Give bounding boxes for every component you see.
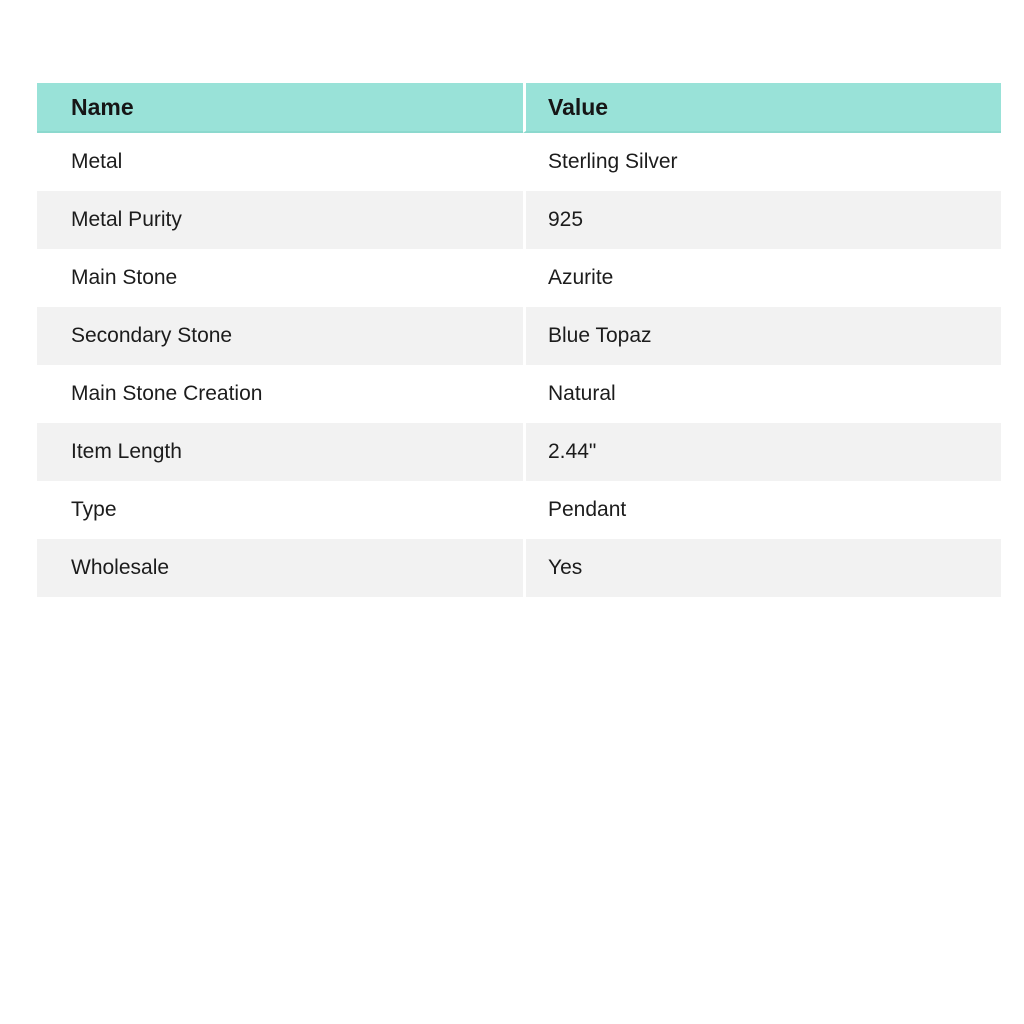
cell-name: Metal bbox=[37, 133, 523, 191]
cell-value: Azurite bbox=[523, 249, 1001, 307]
cell-value: Pendant bbox=[523, 481, 1001, 539]
cell-name: Metal Purity bbox=[37, 191, 523, 249]
table-row bbox=[37, 539, 1001, 597]
table-row bbox=[37, 481, 1001, 539]
cell-value: 925 bbox=[523, 191, 1001, 249]
cell-value: Sterling Silver bbox=[523, 133, 1001, 191]
cell-name: Main Stone Creation bbox=[37, 365, 523, 423]
column-header-value: Value bbox=[523, 83, 1001, 133]
cell-value: Blue Topaz bbox=[523, 307, 1001, 365]
cell-name: Main Stone bbox=[37, 249, 523, 307]
cell-value: Yes bbox=[523, 539, 1001, 597]
cell-name: Item Length bbox=[37, 423, 523, 481]
table-header bbox=[37, 83, 1001, 133]
cell-name: Type bbox=[37, 481, 523, 539]
table-row bbox=[37, 249, 1001, 307]
table-row bbox=[37, 307, 1001, 365]
table-row bbox=[37, 365, 1001, 423]
header-row bbox=[37, 83, 1001, 133]
table-row bbox=[37, 191, 1001, 249]
cell-name: Wholesale bbox=[37, 539, 523, 597]
column-header-name: Name bbox=[37, 83, 523, 133]
attributes-table bbox=[37, 83, 1001, 597]
cell-name: Secondary Stone bbox=[37, 307, 523, 365]
cell-value: Natural bbox=[523, 365, 1001, 423]
cell-value: 2.44" bbox=[523, 423, 1001, 481]
table-row bbox=[37, 133, 1001, 191]
table-body bbox=[37, 133, 1001, 597]
attributes-panel bbox=[37, 83, 1001, 597]
table-row bbox=[37, 423, 1001, 481]
